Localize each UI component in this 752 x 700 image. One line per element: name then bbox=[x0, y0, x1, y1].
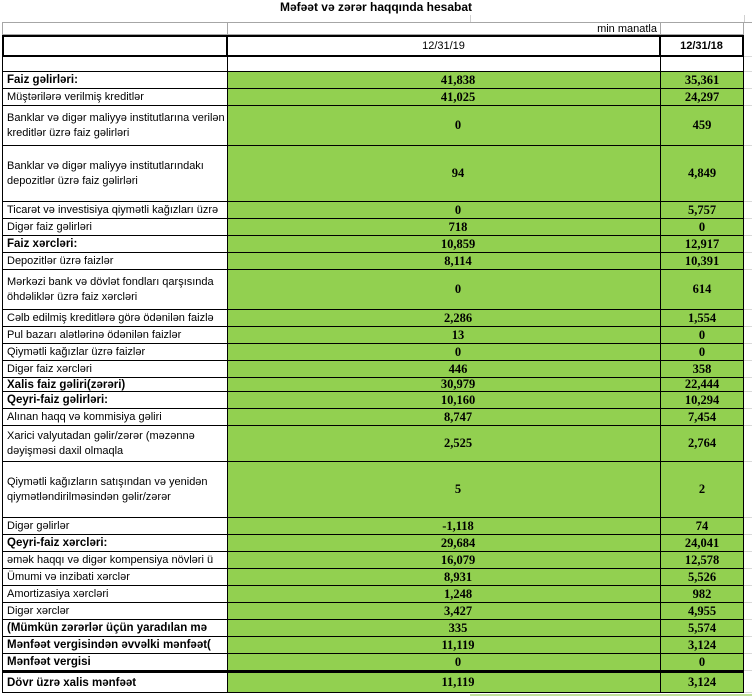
value-2018-cell[interactable]: 3,124 bbox=[661, 637, 744, 654]
row-label-cell[interactable]: Müştərilərə verilmiş kreditlər bbox=[2, 89, 228, 106]
value-2019-cell[interactable]: 0 bbox=[228, 270, 661, 310]
table-row bbox=[2, 637, 752, 654]
table-row bbox=[2, 552, 752, 569]
grid-sliver bbox=[744, 310, 752, 327]
unit-row-label-cell[interactable] bbox=[2, 22, 228, 35]
table-row bbox=[2, 361, 752, 378]
value-2018-cell[interactable]: 24,297 bbox=[661, 89, 744, 106]
value-2019-cell[interactable]: 41,025 bbox=[228, 89, 661, 106]
grid-sliver bbox=[744, 270, 752, 310]
grid-sliver bbox=[744, 106, 752, 146]
grid-sliver bbox=[744, 219, 752, 236]
value-2019-cell[interactable]: 0 bbox=[228, 106, 661, 146]
value-2018-cell[interactable]: 0 bbox=[661, 327, 744, 344]
report-title: Məfəət və zərər haqqında hesabat bbox=[279, 0, 473, 14]
value-2019-cell[interactable]: 8,931 bbox=[228, 569, 661, 586]
value-2018-cell[interactable]: 35,361 bbox=[661, 72, 744, 89]
table-body bbox=[2, 72, 752, 693]
value-2019-cell[interactable]: 8,114 bbox=[228, 253, 661, 270]
column-header-2019[interactable]: 12/31/19 bbox=[228, 35, 661, 57]
value-2019-cell[interactable]: 335 bbox=[228, 620, 661, 637]
value-2019-cell[interactable]: -1,118 bbox=[228, 518, 661, 535]
next-row-green-edge bbox=[470, 694, 752, 696]
table-row bbox=[2, 310, 752, 327]
row-label-cell[interactable]: Digər faiz xərcləri bbox=[2, 361, 228, 378]
value-2018-cell[interactable]: 614 bbox=[661, 270, 744, 310]
row-label-cell[interactable]: Faiz xərcləri: bbox=[2, 236, 228, 253]
row-label-cell[interactable]: Banklar və digər maliyyə institutlarındakı depozitlər üzrə faiz gəlirləri bbox=[2, 146, 228, 202]
value-2019-cell[interactable]: 11,119 bbox=[228, 637, 661, 654]
value-2019-cell[interactable]: 2,525 bbox=[228, 426, 661, 462]
table-row bbox=[2, 462, 752, 518]
value-2019-cell[interactable]: 0 bbox=[228, 202, 661, 219]
grid-sliver bbox=[744, 378, 752, 392]
row-label-cell[interactable]: Digər xərclər bbox=[2, 603, 228, 620]
grid-sliver bbox=[744, 22, 752, 35]
value-2019-cell[interactable]: 94 bbox=[228, 146, 661, 202]
value-2018-cell[interactable]: 1,554 bbox=[661, 310, 744, 327]
row-label-cell[interactable]: (Mümkün zərərlər üçün yaradılan mə bbox=[2, 620, 228, 637]
empty-cell[interactable] bbox=[228, 57, 661, 72]
value-2019-cell[interactable]: 446 bbox=[228, 361, 661, 378]
row-label-cell[interactable]: Alınan haqq və kommisiya gəliri bbox=[2, 409, 228, 426]
value-2018-cell[interactable]: 0 bbox=[661, 344, 744, 361]
grid-sliver bbox=[744, 236, 752, 253]
empty-cell[interactable] bbox=[661, 57, 744, 72]
empty-cell[interactable] bbox=[2, 57, 228, 72]
table-row bbox=[2, 518, 752, 535]
grid-sliver bbox=[744, 202, 752, 219]
value-2018-cell[interactable]: 22,444 bbox=[661, 378, 744, 392]
value-2019-cell[interactable]: 1,248 bbox=[228, 586, 661, 603]
table-row bbox=[2, 344, 752, 361]
row-label-cell[interactable]: Qiymətli kağızların satışından və yenidən qiymətləndirilməsindən gəlir/zərər bbox=[2, 462, 228, 518]
value-2018-cell[interactable]: 982 bbox=[661, 586, 744, 603]
column-header-2018[interactable]: 12/31/18 bbox=[661, 35, 744, 57]
value-2018-cell[interactable]: 12,578 bbox=[661, 552, 744, 569]
row-label-cell[interactable]: Xalis faiz gəliri(zərəri) bbox=[2, 378, 228, 392]
table-row bbox=[2, 426, 752, 462]
value-2019-cell[interactable]: 13 bbox=[228, 327, 661, 344]
table-row bbox=[2, 219, 752, 236]
grid-sliver bbox=[744, 518, 752, 535]
value-2019-cell[interactable]: 8,747 bbox=[228, 409, 661, 426]
grid-sliver bbox=[744, 146, 752, 202]
value-2018-cell[interactable]: 74 bbox=[661, 518, 744, 535]
grid-sliver bbox=[744, 344, 752, 361]
value-2019-cell[interactable]: 30,979 bbox=[228, 378, 661, 392]
row-label-cell[interactable]: Digər gəlirlər bbox=[2, 518, 228, 535]
row-label-cell[interactable]: Depozitlər üzrə faizlər bbox=[2, 253, 228, 270]
unit-row-empty-cell[interactable] bbox=[661, 22, 744, 35]
table-row bbox=[2, 106, 752, 146]
value-2018-cell[interactable]: 5,526 bbox=[661, 569, 744, 586]
value-2018-cell[interactable]: 10,294 bbox=[661, 392, 744, 409]
grid-sliver bbox=[744, 409, 752, 426]
grid-sliver bbox=[744, 603, 752, 620]
value-2019-cell[interactable]: 718 bbox=[228, 219, 661, 236]
value-2019-cell[interactable]: 41,838 bbox=[228, 72, 661, 89]
table-row bbox=[2, 569, 752, 586]
value-2019-cell[interactable]: 29,684 bbox=[228, 535, 661, 552]
row-label-cell[interactable]: Mənfəət vergisindən əvvəlki mənfəət( bbox=[2, 637, 228, 654]
value-2019-cell[interactable]: 2,286 bbox=[228, 310, 661, 327]
value-2018-cell[interactable]: 12,917 bbox=[661, 236, 744, 253]
unit-row bbox=[2, 22, 752, 35]
table-row bbox=[2, 671, 752, 693]
grid-sliver bbox=[744, 327, 752, 344]
row-label-cell[interactable]: Amortizasiya xərcləri bbox=[2, 586, 228, 603]
value-2018-cell[interactable]: 0 bbox=[661, 219, 744, 236]
grid-sliver bbox=[744, 535, 752, 552]
value-2018-cell[interactable]: 3,124 bbox=[661, 671, 744, 693]
table-row bbox=[2, 72, 752, 89]
table-row bbox=[2, 202, 752, 219]
header-row bbox=[2, 35, 752, 57]
grid-sliver bbox=[744, 586, 752, 603]
pnl-table bbox=[2, 22, 752, 693]
row-label-cell[interactable]: Qeyri-faiz gəlirləri: bbox=[2, 392, 228, 409]
table-row bbox=[2, 270, 752, 310]
value-2018-cell[interactable]: 4,955 bbox=[661, 603, 744, 620]
unit-label-cell[interactable]: min manatla bbox=[228, 22, 661, 35]
table-row bbox=[2, 392, 752, 409]
row-label-cell[interactable]: Qeyri-faiz xərcləri: bbox=[2, 535, 228, 552]
grid-sliver bbox=[744, 654, 752, 671]
row-label-cell[interactable]: Xarici valyutadan gəlir/zərər (məzənnə dəyişməsi daxil olmaqla bbox=[2, 426, 228, 462]
value-2018-cell[interactable]: 5,574 bbox=[661, 620, 744, 637]
grid-sliver bbox=[744, 569, 752, 586]
grid-sliver bbox=[744, 57, 752, 72]
table-row bbox=[2, 378, 752, 392]
grid-sliver bbox=[744, 426, 752, 462]
value-2018-cell[interactable]: 2,764 bbox=[661, 426, 744, 462]
gridline-tick bbox=[744, 15, 745, 22]
value-2019-cell[interactable]: 0 bbox=[228, 344, 661, 361]
row-label-cell[interactable]: Pul bazarı alətlərinə ödənilən faizlər bbox=[2, 327, 228, 344]
row-label-cell[interactable]: Cəlb edilmiş kreditlərə görə ödənilən faizlə bbox=[2, 310, 228, 327]
value-2019-cell[interactable]: 3,427 bbox=[228, 603, 661, 620]
row-label-cell[interactable]: Ümumi və inzibati xərclər bbox=[2, 569, 228, 586]
row-label-cell[interactable]: Mərkəzi bank və dövlət fondları qarşısında öhdəliklər üzrə faiz xərcləri bbox=[2, 270, 228, 310]
value-2018-cell[interactable]: 5,757 bbox=[661, 202, 744, 219]
value-2019-cell[interactable]: 11,119 bbox=[228, 671, 661, 693]
value-2018-cell[interactable]: 4,849 bbox=[661, 146, 744, 202]
row-label-cell[interactable]: Mənfəət vergisi bbox=[2, 654, 228, 671]
value-2018-cell[interactable]: 0 bbox=[661, 654, 744, 671]
value-2018-cell[interactable]: 10,391 bbox=[661, 253, 744, 270]
table-row bbox=[2, 620, 752, 637]
value-2019-cell[interactable]: 16,079 bbox=[228, 552, 661, 569]
table-row bbox=[2, 327, 752, 344]
table-row bbox=[2, 535, 752, 552]
row-label-cell[interactable]: Digər faiz gəlirləri bbox=[2, 219, 228, 236]
table-row bbox=[2, 409, 752, 426]
header-label-cell[interactable] bbox=[2, 35, 228, 57]
table-row bbox=[2, 603, 752, 620]
table-row bbox=[2, 654, 752, 671]
table-row bbox=[2, 253, 752, 270]
grid-sliver bbox=[744, 671, 752, 693]
grid-sliver bbox=[744, 253, 752, 270]
row-label-cell[interactable]: əmək haqqı və digər kompensiya növləri ü bbox=[2, 552, 228, 569]
grid-sliver bbox=[744, 620, 752, 637]
grid-sliver bbox=[744, 392, 752, 409]
grid-sliver bbox=[744, 552, 752, 569]
value-2019-cell[interactable]: 10,160 bbox=[228, 392, 661, 409]
value-2018-cell[interactable]: 2 bbox=[661, 462, 744, 518]
value-2019-cell[interactable]: 0 bbox=[228, 654, 661, 671]
grid-sliver bbox=[744, 637, 752, 654]
value-2018-cell[interactable]: 24,041 bbox=[661, 535, 744, 552]
spacer-row bbox=[2, 57, 752, 72]
table-row bbox=[2, 89, 752, 106]
gridline-tick bbox=[470, 15, 471, 22]
value-2018-cell[interactable]: 7,454 bbox=[661, 409, 744, 426]
row-label-cell[interactable]: Ticarət və investisiya qiymətli kağızları üzrə bbox=[2, 202, 228, 219]
table-row bbox=[2, 146, 752, 202]
grid-sliver bbox=[744, 462, 752, 518]
value-2019-cell[interactable]: 10,859 bbox=[228, 236, 661, 253]
row-label-cell[interactable]: Dövr üzrə xalis mənfəət bbox=[2, 671, 228, 693]
grid-sliver bbox=[744, 72, 752, 89]
row-label-cell[interactable]: Faiz gəlirləri: bbox=[2, 72, 228, 89]
table-row bbox=[2, 586, 752, 603]
table-row bbox=[2, 236, 752, 253]
row-label-cell[interactable]: Banklar və digər maliyyə institutlarına verilən kreditlər üzrə faiz gəlirləri bbox=[2, 106, 228, 146]
value-2018-cell[interactable]: 459 bbox=[661, 106, 744, 146]
grid-sliver bbox=[744, 89, 752, 106]
row-label-cell[interactable]: Qiymətli kağızlar üzrə faizlər bbox=[2, 344, 228, 361]
value-2018-cell[interactable]: 358 bbox=[661, 361, 744, 378]
value-2019-cell[interactable]: 5 bbox=[228, 462, 661, 518]
grid-sliver bbox=[744, 35, 752, 57]
grid-sliver bbox=[744, 361, 752, 378]
